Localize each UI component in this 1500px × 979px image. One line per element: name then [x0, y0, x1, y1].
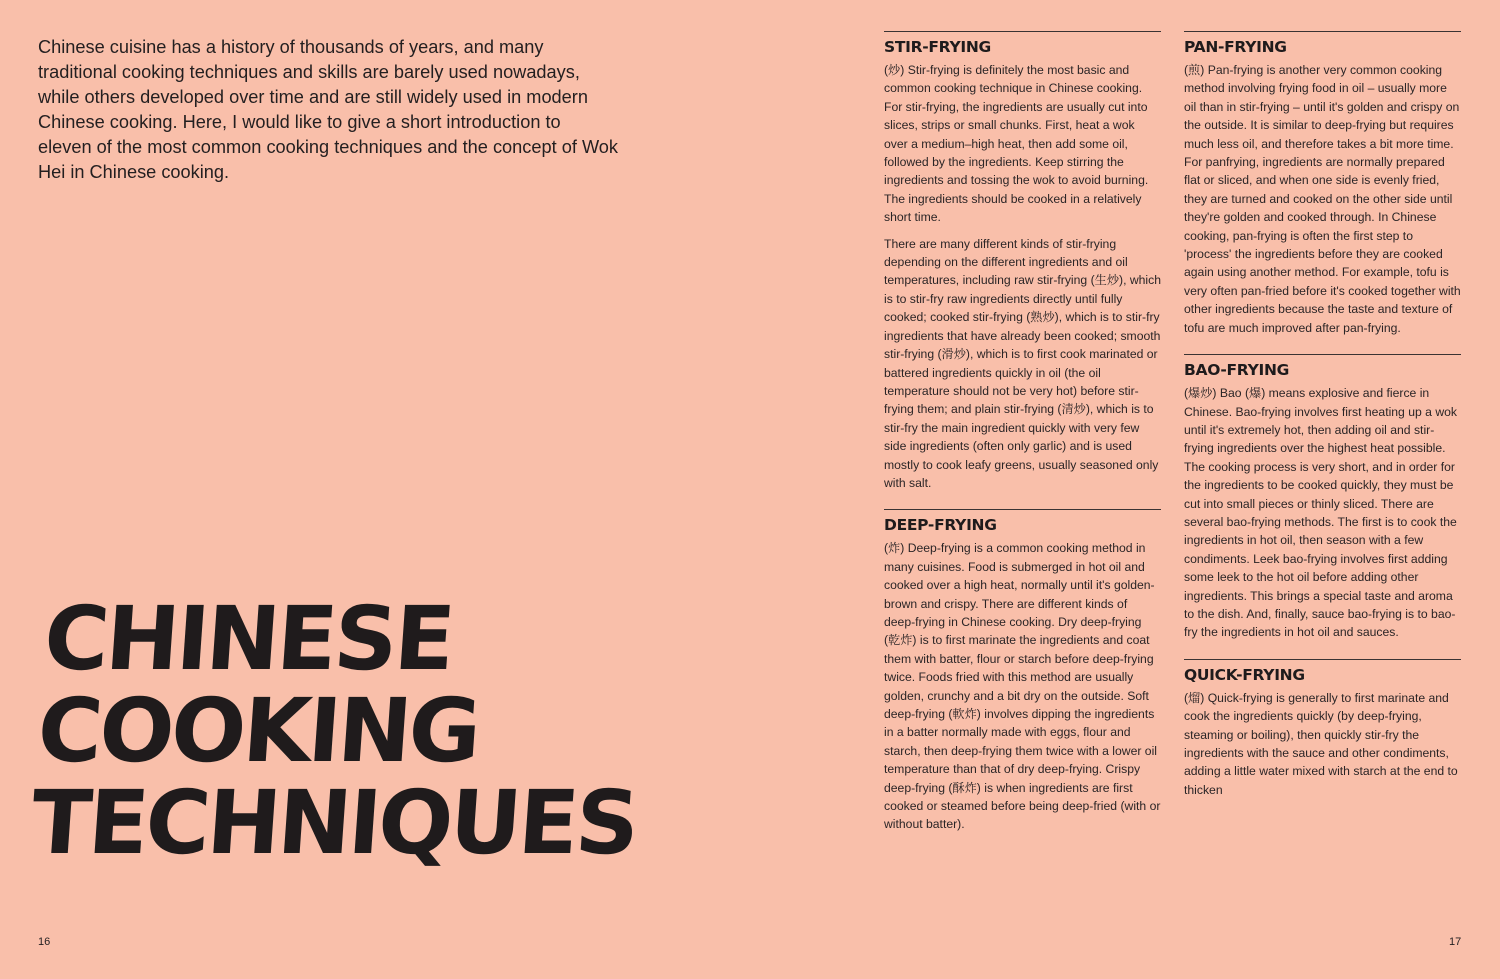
title-line-1: CHINESE	[40, 587, 456, 690]
section-heading: PAN-FRYING	[1184, 38, 1287, 56]
page-number-left: 16	[38, 936, 51, 948]
column-left	[884, 31, 1161, 834]
page-number-right: 17	[1449, 936, 1462, 948]
section-heading: STIR-FRYING	[884, 38, 991, 56]
section-heading: BAO-FRYING	[1184, 361, 1290, 380]
title-line-3: TECHNIQUES	[28, 771, 640, 874]
section-stir-frying	[884, 31, 1161, 492]
section-paragraph: There are many different kinds of stir-frying depending on the different ingredients and oil temperatures, including raw stir-frying (生炒), which is to stir-fry raw ingredients directly until fully cooked; cooked stir-frying (熟炒), which is to stir-fry ingredients that have already been cooked; smooth stir-frying (滑炒), which is to first cook marinated or battered ingredients quickly in oil (the oil temperature should not be very hot) before stir-frying them; and plain stir-frying (清炒), which is to stir-fry the main ingredient quickly with very few side ingredients (often only garlic) and is used mostly to cook leafy greens, usually seasoned only with salt.	[884, 236, 1162, 490]
section-paragraph: (炒) Stir-frying is definitely the most basic and common cooking technique in Chinese cooking. For stir-frying, the ingredients are usually cut into slices, strips or small chunks. First, heat a wok over a medium–high heat, then add some oil, followed by the ingredients. Keep stirring the ingredients and tossing the wok to avoid burning. The ingredients should be cooked in a relatively short time.	[884, 63, 1149, 225]
section-heading: QUICK-FRYING	[1184, 665, 1305, 684]
section-paragraph: (熘) Quick-frying is generally to first marinate and cook the ingredients quickly (by deep-frying, steaming or boiling), then quickly stir-fry the ingredients with the sauce and other condiments, adding a little water mixed with starch at the end to thicken	[1184, 690, 1458, 797]
section-heading: DEEP-FRYING	[884, 516, 997, 535]
section-paragraph: (爆炒) Bao (爆) means explosive and fierce in Chinese. Bao-frying involves first heating up a wok until it's extremely hot, then adding oil and stir-frying ingredients over the highest heat possible. The cooking process is very short, and in order for the ingredients to be cooked quickly, they must be cut into small pieces or thinly sliced. There are several bao-frying methods. The first is to cook the ingredients in hot oil, then season with a few condiments. Leek bao-frying involves first adding some leek to the hot oil before adding other ingredients. This brings a special taste and aroma to the dish. And, finally, sauce bao-frying is to bao-fry the ingredients in hot oil and sauces.	[1184, 386, 1458, 640]
page-title	[28, 587, 647, 874]
column-right	[1184, 31, 1461, 799]
title-line-2: COOKING	[34, 679, 482, 782]
section-bao-frying	[1184, 354, 1461, 642]
intro-paragraph: Chinese cuisine has a history of thousands of years, and many traditional cooking techniques and skills are barely used nowadays, while others developed over time and are still widely used in modern Chinese cooking. Here, I would like to give a short introduction to eleven of the most common cooking techniques and the concept of Wok Hei in Chinese cooking.	[38, 37, 618, 182]
section-deep-frying	[884, 509, 1161, 834]
section-paragraph: (炸) Deep-frying is a common cooking method in many cuisines. Food is submerged in hot oil and cooked over a high heat, normally until it's golden-brown and crispy. There are different kinds of deep-frying in Chinese cooking. Dry deep-frying (乾炸) is to first marinate the ingredients and coat them with batter, flour or starch before deep-frying twice. Foods fried with this method are usually golden, crunchy and a bit dry on the outside. Soft deep-frying (軟炸) involves dipping the ingredients in a batter normally made with eggs, flour and starch, then deep-frying them twice with a lower oil temperature than that of dry deep-frying. Crispy deep-frying (酥炸) is when ingredients are first cooked or steamed before being deep-fried (with or without batter).	[884, 541, 1161, 832]
section-paragraph: (煎) Pan-frying is another very common cooking method involving frying food in oil – usually more oil than in stir-frying – until it's golden and crispy on the outside. It is similar to deep-frying but requires much less oil, and therefore takes a bit more time. For panfrying, ingredients are normally prepared flat or sliced, and when one side is evenly fried, they are turned and cooked on the other side until they're golden and cooked through. In Chinese cooking, pan-frying is often the first step to 'process' the ingredients before they are cooked again using another method. For example, tofu is very often pan-fried before it's cooked together with other ingredients because the taste and texture of tofu are much improved after pan-frying.	[1184, 63, 1461, 335]
section-quick-frying	[1184, 659, 1461, 799]
section-pan-frying	[1184, 31, 1461, 337]
